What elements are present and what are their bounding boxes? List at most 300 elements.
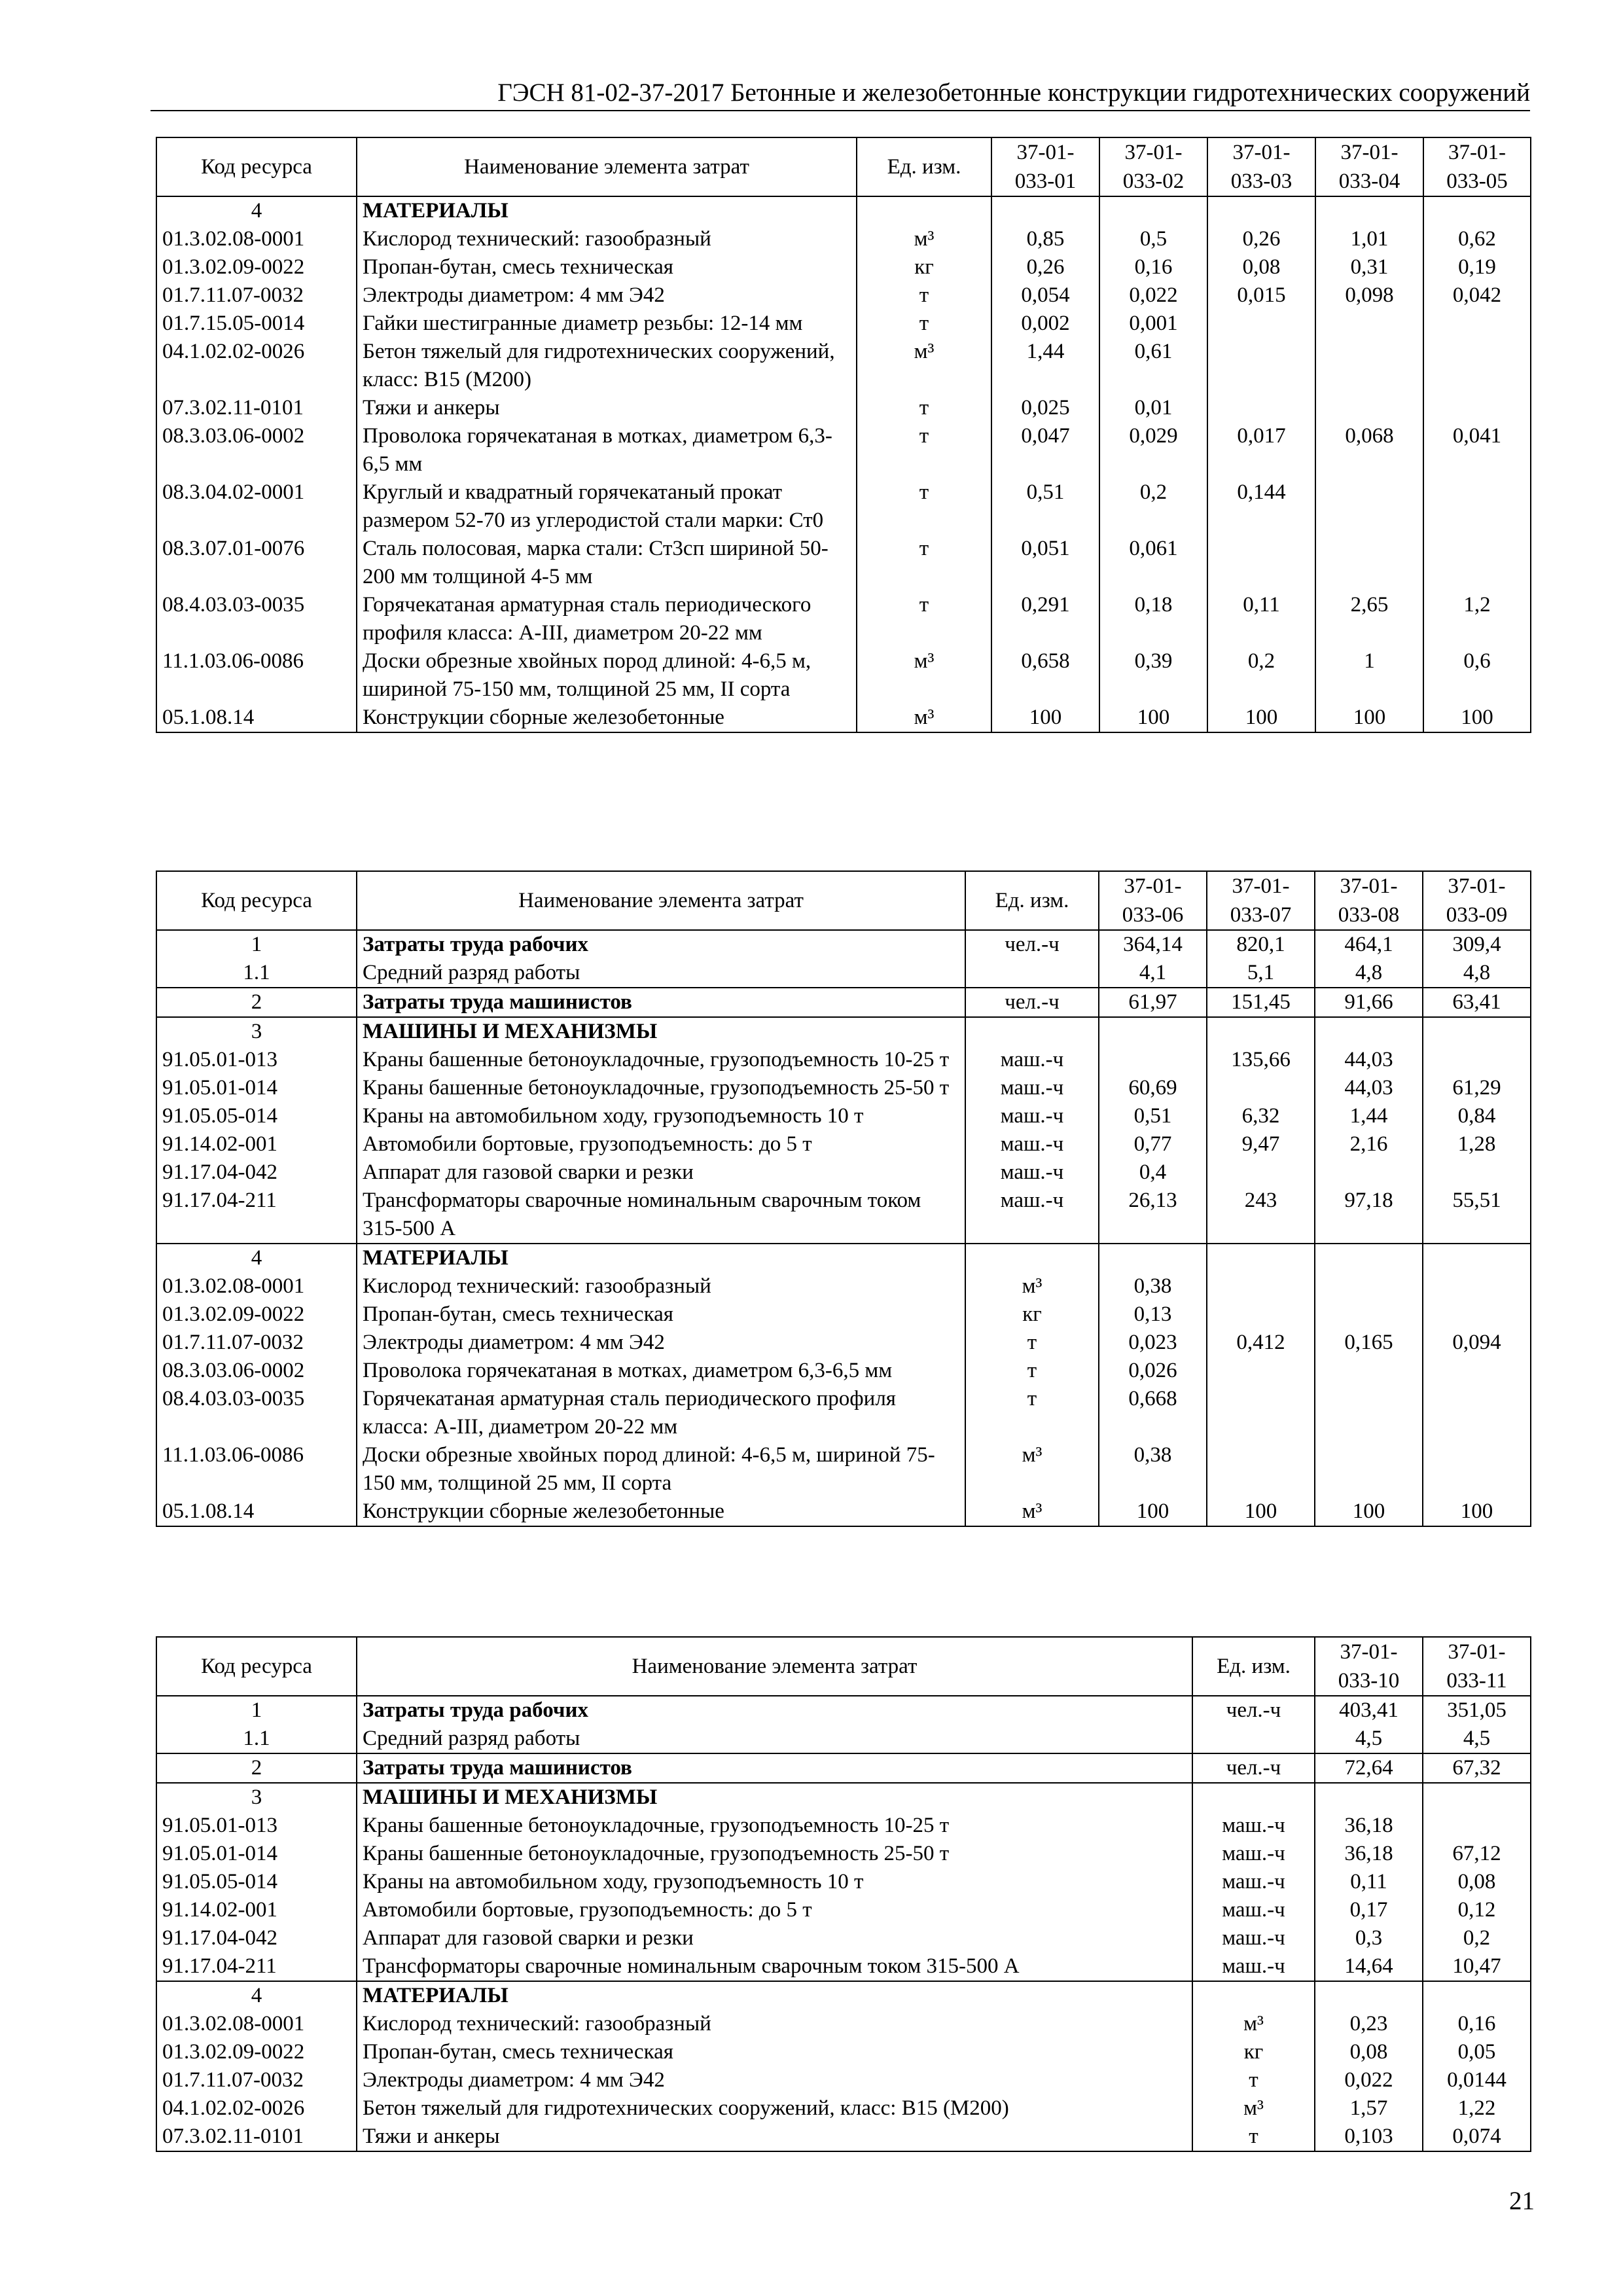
unit-of-measure: маш.-ч: [965, 1046, 1099, 1074]
cost-value: 0,165: [1315, 1329, 1423, 1357]
unit-of-measure: кг: [1192, 2038, 1315, 2066]
table-row: [156, 1441, 1531, 1498]
table-header-row: [156, 871, 1531, 930]
cost-value: [1423, 1158, 1531, 1187]
cost-value: [1207, 1158, 1315, 1187]
cost-value: 0,17: [1315, 1896, 1423, 1924]
cost-value: 100: [1099, 1498, 1207, 1526]
table-row: [156, 1357, 1531, 1385]
cost-value: 0,16: [1099, 253, 1207, 281]
cost-value: [1423, 1783, 1531, 1812]
resource-table-2: [156, 870, 1531, 1527]
resource-code: 1.1: [156, 959, 357, 988]
cost-value: [1207, 1272, 1315, 1300]
resource-name: Бетон тяжелый для гидротехнических сооружений, класс: В15 (М200): [357, 338, 857, 394]
table-row: [156, 338, 1531, 394]
cost-value: 309,4: [1423, 930, 1531, 959]
cost-value: 0,18: [1099, 591, 1207, 647]
unit-of-measure: [1192, 1725, 1315, 1753]
resource-name: Затраты труда машинистов: [357, 1753, 1192, 1783]
resource-name: Горячекатаная арматурная сталь периодического профиля класса: А-III, диаметром 20-22 мм: [357, 591, 857, 647]
cost-value: 0,6: [1423, 647, 1531, 704]
resource-code: 91.05.05-014: [156, 1102, 357, 1130]
table-row: [156, 1102, 1531, 1130]
cost-value: 0,022: [1099, 281, 1207, 310]
column-header-norm: 37-01- 033-02: [1099, 137, 1207, 196]
subsection-row: [156, 959, 1531, 988]
unit-of-measure: [1192, 1783, 1315, 1812]
unit-of-measure: [965, 1017, 1099, 1046]
cost-value: 72,64: [1315, 1753, 1423, 1783]
table-row: [156, 1130, 1531, 1158]
resource-name: Сталь полосовая, марка стали: Ст3сп шириной 50-200 мм толщиной 4-5 мм: [357, 535, 857, 591]
cost-value: 1,28: [1423, 1130, 1531, 1158]
table-row: [156, 704, 1531, 732]
resource-code: 08.3.04.02-0001: [156, 478, 357, 535]
unit-of-measure: т: [857, 281, 991, 310]
cost-value: 1: [1315, 647, 1423, 704]
cost-value: [1099, 196, 1207, 225]
cost-value: 36,18: [1315, 1812, 1423, 1840]
unit-of-measure: чел.-ч: [1192, 1753, 1315, 1783]
unit-of-measure: т: [965, 1329, 1099, 1357]
cost-value: 0,668: [1099, 1385, 1207, 1441]
table-row: [156, 422, 1531, 478]
resource-name: Кислород технический: газообразный: [357, 225, 857, 253]
resource-name: МАШИНЫ И МЕХАНИЗМЫ: [357, 1783, 1192, 1812]
unit-of-measure: м³: [857, 647, 991, 704]
cost-value: [1207, 338, 1315, 394]
cost-value: 135,66: [1207, 1046, 1315, 1074]
section-row: [156, 196, 1531, 225]
resource-name: Тяжи и анкеры: [357, 394, 857, 422]
unit-of-measure: т: [965, 1357, 1099, 1385]
resource-code: 07.3.02.11-0101: [156, 2123, 357, 2151]
section-row: [156, 1696, 1531, 1725]
subsection-row: [156, 1725, 1531, 1753]
cost-value: 100: [1207, 1498, 1315, 1526]
resource-name: Пропан-бутан, смесь техническая: [357, 253, 857, 281]
cost-value: [1315, 1272, 1423, 1300]
column-header-code: Код ресурса: [156, 871, 357, 930]
resource-name: Затраты труда машинистов: [357, 988, 965, 1017]
cost-value: [1423, 338, 1531, 394]
resource-code: 01.3.02.09-0022: [156, 1300, 357, 1329]
cost-value: 0,08: [1423, 1868, 1531, 1896]
resource-name: Конструкции сборные железобетонные: [357, 1498, 965, 1526]
resource-name: Доски обрезные хвойных пород длиной: 4-6,5 м, шириной 75-150 мм, толщиной 25 мм, II сорта: [357, 1441, 965, 1498]
cost-value: 1,2: [1423, 591, 1531, 647]
resource-name: Тяжи и анкеры: [357, 2123, 1192, 2151]
cost-value: 1,44: [1315, 1102, 1423, 1130]
unit-of-measure: т: [857, 478, 991, 535]
table-row: [156, 1812, 1531, 1840]
unit-of-measure: т: [1192, 2066, 1315, 2094]
resource-code: 01.7.11.07-0032: [156, 281, 357, 310]
unit-of-measure: м³: [965, 1498, 1099, 1526]
cost-value: 1,44: [991, 338, 1099, 394]
cost-value: 0,291: [991, 591, 1099, 647]
resource-code: 08.4.03.03-0035: [156, 591, 357, 647]
unit-of-measure: м³: [965, 1272, 1099, 1300]
cost-value: 0,001: [1099, 310, 1207, 338]
column-header-name: Наименование элемента затрат: [357, 1637, 1192, 1696]
cost-value: 100: [1423, 704, 1531, 732]
resource-name: Затраты труда рабочих: [357, 1696, 1192, 1725]
column-header-norm: 37-01- 033-08: [1315, 871, 1423, 930]
cost-value: [1207, 196, 1315, 225]
unit-of-measure: [965, 1244, 1099, 1272]
resource-name: МАТЕРИАЛЫ: [357, 196, 857, 225]
cost-value: 44,03: [1315, 1046, 1423, 1074]
unit-of-measure: маш.-ч: [1192, 1812, 1315, 1840]
unit-of-measure: маш.-ч: [1192, 1868, 1315, 1896]
cost-value: 0,01: [1099, 394, 1207, 422]
resource-code: 01.3.02.09-0022: [156, 2038, 357, 2066]
cost-value: [1423, 394, 1531, 422]
unit-of-measure: м³: [965, 1441, 1099, 1498]
cost-value: [1099, 1046, 1207, 1074]
unit-of-measure: м³: [857, 338, 991, 394]
resource-code: 4: [156, 1244, 357, 1272]
resource-code: 1: [156, 930, 357, 959]
table-row: [156, 1840, 1531, 1868]
section-row: [156, 1017, 1531, 1046]
unit-of-measure: [857, 196, 991, 225]
unit-of-measure: маш.-ч: [965, 1130, 1099, 1158]
unit-of-measure: маш.-ч: [965, 1158, 1099, 1187]
cost-value: 4,5: [1315, 1725, 1423, 1753]
cost-value: 2,16: [1315, 1130, 1423, 1158]
unit-of-measure: маш.-ч: [1192, 1924, 1315, 1952]
cost-value: 0,094: [1423, 1329, 1531, 1357]
resource-name: Затраты труда рабочих: [357, 930, 965, 959]
table-row: [156, 2123, 1531, 2151]
cost-value: [1423, 1357, 1531, 1385]
resource-name: Конструкции сборные железобетонные: [357, 704, 857, 732]
unit-of-measure: маш.-ч: [965, 1187, 1099, 1244]
resource-code: 1.1: [156, 1725, 357, 1753]
table-row: [156, 1329, 1531, 1357]
cost-value: 100: [991, 704, 1099, 732]
unit-of-measure: т: [965, 1385, 1099, 1441]
unit-of-measure: чел.-ч: [1192, 1696, 1315, 1725]
column-header-code: Код ресурса: [156, 1637, 357, 1696]
resource-name: Горячекатаная арматурная сталь периодического профиля класса: А-III, диаметром 20-22 мм: [357, 1385, 965, 1441]
cost-value: 403,41: [1315, 1696, 1423, 1725]
table-header-row: [156, 1637, 1531, 1696]
resource-code: 04.1.02.02-0026: [156, 2094, 357, 2123]
cost-value: 0,054: [991, 281, 1099, 310]
resource-name: МАТЕРИАЛЫ: [357, 1981, 1192, 2010]
cost-value: 0,017: [1207, 422, 1315, 478]
cost-value: [1207, 310, 1315, 338]
cost-value: 0,023: [1099, 1329, 1207, 1357]
cost-value: 0,047: [991, 422, 1099, 478]
column-header-norm: 37-01- 033-03: [1207, 137, 1315, 196]
resource-code: 08.3.03.06-0002: [156, 1357, 357, 1385]
resource-code: 01.3.02.08-0001: [156, 1272, 357, 1300]
resource-code: 91.17.04-211: [156, 1952, 357, 1981]
cost-value: [1315, 1441, 1423, 1498]
cost-value: 820,1: [1207, 930, 1315, 959]
column-header-name: Наименование элемента затрат: [357, 137, 857, 196]
cost-value: 97,18: [1315, 1187, 1423, 1244]
unit-of-measure: т: [857, 535, 991, 591]
resource-name: Кислород технический: газообразный: [357, 1272, 965, 1300]
cost-value: 4,5: [1423, 1725, 1531, 1753]
cost-value: 0,26: [991, 253, 1099, 281]
resource-name: Краны на автомобильном ходу, грузоподъемность 10 т: [357, 1102, 965, 1130]
resource-name: Пропан-бутан, смесь техническая: [357, 2038, 1192, 2066]
cost-value: [1315, 196, 1423, 225]
table-row: [156, 1498, 1531, 1526]
cost-value: 5,1: [1207, 959, 1315, 988]
cost-value: 100: [1315, 1498, 1423, 1526]
column-header-norm: 37-01- 033-10: [1315, 1637, 1423, 1696]
resource-code: 91.17.04-211: [156, 1187, 357, 1244]
resource-name: Электроды диаметром: 4 мм Э42: [357, 281, 857, 310]
table-row: [156, 2094, 1531, 2123]
resource-code: 91.17.04-042: [156, 1158, 357, 1187]
cost-value: [1423, 478, 1531, 535]
cost-value: 63,41: [1423, 988, 1531, 1017]
cost-value: [1423, 1244, 1531, 1272]
resource-code: 91.05.01-013: [156, 1812, 357, 1840]
resource-name: Проволока горячекатаная в мотках, диаметром 6,3-6,5 мм: [357, 1357, 965, 1385]
cost-value: 100: [1423, 1498, 1531, 1526]
cost-value: 0,029: [1099, 422, 1207, 478]
table-row: [156, 1868, 1531, 1896]
cost-value: 0,08: [1207, 253, 1315, 281]
cost-value: 351,05: [1423, 1696, 1531, 1725]
cost-value: [1423, 1385, 1531, 1441]
cost-value: 100: [1099, 704, 1207, 732]
resource-code: 05.1.08.14: [156, 1498, 357, 1526]
resource-name: Доски обрезные хвойных пород длиной: 4-6,5 м, шириной 75-150 мм, толщиной 25 мм, II сорта: [357, 647, 857, 704]
unit-of-measure: чел.-ч: [965, 988, 1099, 1017]
cost-value: 100: [1207, 704, 1315, 732]
cost-value: 36,18: [1315, 1840, 1423, 1868]
table-row: [156, 1924, 1531, 1952]
cost-value: [1315, 1783, 1423, 1812]
resource-name: Кислород технический: газообразный: [357, 2010, 1192, 2038]
column-header-norm: 37-01- 033-01: [991, 137, 1099, 196]
resource-name: Трансформаторы сварочные номинальным сварочным током 315-500 А: [357, 1952, 1192, 1981]
table-row: [156, 1046, 1531, 1074]
unit-of-measure: м³: [1192, 2094, 1315, 2123]
unit-of-measure: [965, 959, 1099, 988]
cost-value: [1099, 1017, 1207, 1046]
column-header-unit: Ед. изм.: [965, 871, 1099, 930]
cost-value: [1315, 1300, 1423, 1329]
resource-name: Электроды диаметром: 4 мм Э42: [357, 1329, 965, 1357]
table-row: [156, 225, 1531, 253]
cost-value: [1315, 1981, 1423, 2010]
unit-of-measure: кг: [965, 1300, 1099, 1329]
cost-value: 26,13: [1099, 1187, 1207, 1244]
cost-value: 0,23: [1315, 2010, 1423, 2038]
cost-value: 0,85: [991, 225, 1099, 253]
cost-value: 0,0144: [1423, 2066, 1531, 2094]
cost-value: 0,61: [1099, 338, 1207, 394]
table-row: [156, 394, 1531, 422]
resource-code: 91.17.04-042: [156, 1924, 357, 1952]
resource-code: 11.1.03.06-0086: [156, 647, 357, 704]
resource-code: 01.7.11.07-0032: [156, 2066, 357, 2094]
cost-value: [1315, 394, 1423, 422]
section-row: [156, 988, 1531, 1017]
resource-code: 1: [156, 1696, 357, 1725]
cost-value: [1423, 1017, 1531, 1046]
cost-value: [1315, 338, 1423, 394]
cost-value: [991, 196, 1099, 225]
table-row: [156, 310, 1531, 338]
cost-value: 1,01: [1315, 225, 1423, 253]
unit-of-measure: т: [1192, 2123, 1315, 2151]
table-row: [156, 1272, 1531, 1300]
resource-code: 08.3.03.06-0002: [156, 422, 357, 478]
cost-value: 0,041: [1423, 422, 1531, 478]
unit-of-measure: м³: [1192, 2010, 1315, 2038]
table-row: [156, 1896, 1531, 1924]
unit-of-measure: маш.-ч: [965, 1102, 1099, 1130]
unit-of-measure: маш.-ч: [1192, 1896, 1315, 1924]
resource-table-1: [156, 137, 1531, 733]
cost-value: [1315, 1385, 1423, 1441]
table-row: [156, 535, 1531, 591]
resource-code: 91.05.01-014: [156, 1840, 357, 1868]
unit-of-measure: маш.-ч: [1192, 1952, 1315, 1981]
unit-of-measure: т: [857, 422, 991, 478]
unit-of-measure: м³: [857, 704, 991, 732]
cost-value: 44,03: [1315, 1074, 1423, 1102]
cost-value: 100: [1315, 704, 1423, 732]
unit-of-measure: кг: [857, 253, 991, 281]
resource-name: Круглый и квадратный горячекатаный прокат размером 52-70 из углеродистой стали марки: Ст0: [357, 478, 857, 535]
cost-value: [1207, 1244, 1315, 1272]
cost-value: 0,51: [1099, 1102, 1207, 1130]
table-header-row: [156, 137, 1531, 196]
cost-value: [1423, 196, 1531, 225]
table-row: [156, 1300, 1531, 1329]
resource-code: 01.3.02.09-0022: [156, 253, 357, 281]
resource-code: 08.4.03.03-0035: [156, 1385, 357, 1441]
cost-value: [1315, 310, 1423, 338]
resource-name: Аппарат для газовой сварки и резки: [357, 1158, 965, 1187]
cost-value: 91,66: [1315, 988, 1423, 1017]
cost-value: [1099, 1244, 1207, 1272]
cost-value: 60,69: [1099, 1074, 1207, 1102]
cost-value: 61,29: [1423, 1074, 1531, 1102]
cost-value: 0,19: [1423, 253, 1531, 281]
resource-name: Краны башенные бетоноукладочные, грузоподъемность 10-25 т: [357, 1812, 1192, 1840]
resource-name: Трансформаторы сварочные номинальным сварочным током 315-500 А: [357, 1187, 965, 1244]
cost-value: 0,4: [1099, 1158, 1207, 1187]
cost-value: 0,103: [1315, 2123, 1423, 2151]
cost-value: [1315, 1158, 1423, 1187]
cost-value: [1207, 1017, 1315, 1046]
section-row: [156, 1753, 1531, 1783]
cost-value: 0,16: [1423, 2010, 1531, 2038]
resource-name: Краны башенные бетоноукладочные, грузоподъемность 25-50 т: [357, 1074, 965, 1102]
column-header-unit: Ед. изм.: [1192, 1637, 1315, 1696]
table-row: [156, 1158, 1531, 1187]
cost-value: 0,08: [1315, 2038, 1423, 2066]
column-header-code: Код ресурса: [156, 137, 357, 196]
page-number: 21: [1509, 2187, 1535, 2215]
cost-value: [1423, 1300, 1531, 1329]
cost-value: [1207, 1357, 1315, 1385]
cost-value: 0,84: [1423, 1102, 1531, 1130]
cost-value: 0,39: [1099, 647, 1207, 704]
cost-value: 0,26: [1207, 225, 1315, 253]
header-rule: [151, 110, 1530, 111]
unit-of-measure: т: [857, 591, 991, 647]
cost-value: 243: [1207, 1187, 1315, 1244]
cost-value: 0,38: [1099, 1441, 1207, 1498]
column-header-norm: 37-01- 033-06: [1099, 871, 1207, 930]
column-header-norm: 37-01- 033-04: [1315, 137, 1423, 196]
cost-value: 67,12: [1423, 1840, 1531, 1868]
resource-name: Бетон тяжелый для гидротехнических сооружений, класс: В15 (М200): [357, 2094, 1192, 2123]
cost-value: 14,64: [1315, 1952, 1423, 1981]
cost-value: [1207, 1300, 1315, 1329]
resource-code: 91.14.02-001: [156, 1130, 357, 1158]
cost-value: [1207, 1441, 1315, 1498]
resource-code: 05.1.08.14: [156, 704, 357, 732]
cost-value: 0,051: [991, 535, 1099, 591]
cost-value: [1423, 310, 1531, 338]
cost-value: 0,015: [1207, 281, 1315, 310]
resource-code: 4: [156, 1981, 357, 2010]
section-row: [156, 930, 1531, 959]
cost-value: 6,32: [1207, 1102, 1315, 1130]
column-header-norm: 37-01- 033-07: [1207, 871, 1315, 930]
cost-value: 0,31: [1315, 253, 1423, 281]
resource-code: 01.3.02.08-0001: [156, 2010, 357, 2038]
page-header: [151, 77, 1530, 111]
cost-value: 0,022: [1315, 2066, 1423, 2094]
resource-code: 2: [156, 1753, 357, 1783]
cost-value: 4,8: [1423, 959, 1531, 988]
resource-name: Проволока горячекатаная в мотках, диаметром 6,3-6,5 мм: [357, 422, 857, 478]
cost-value: 0,098: [1315, 281, 1423, 310]
cost-value: [1315, 1357, 1423, 1385]
cost-value: 151,45: [1207, 988, 1315, 1017]
cost-value: [1423, 1441, 1531, 1498]
unit-of-measure: [1192, 1981, 1315, 2010]
cost-value: 0,412: [1207, 1329, 1315, 1357]
cost-value: [1423, 1272, 1531, 1300]
table-row: [156, 1074, 1531, 1102]
unit-of-measure: маш.-ч: [965, 1074, 1099, 1102]
cost-value: 67,32: [1423, 1753, 1531, 1783]
resource-name: Автомобили бортовые, грузоподъемность: до 5 т: [357, 1130, 965, 1158]
table-row: [156, 1952, 1531, 1981]
unit-of-measure: чел.-ч: [965, 930, 1099, 959]
cost-value: 0,025: [991, 394, 1099, 422]
resource-name: Средний разряд работы: [357, 1725, 1192, 1753]
resource-code: 07.3.02.11-0101: [156, 394, 357, 422]
table-row: [156, 1187, 1531, 1244]
resource-code: 08.3.07.01-0076: [156, 535, 357, 591]
resource-code: 01.7.11.07-0032: [156, 1329, 357, 1357]
cost-value: 0,11: [1207, 591, 1315, 647]
document-title: ГЭСН 81-02-37-2017 Бетонные и железобетонные конструкции гидротехнических сооружений: [497, 79, 1530, 107]
table-row: [156, 2010, 1531, 2038]
resource-name: Автомобили бортовые, грузоподъемность: до 5 т: [357, 1896, 1192, 1924]
